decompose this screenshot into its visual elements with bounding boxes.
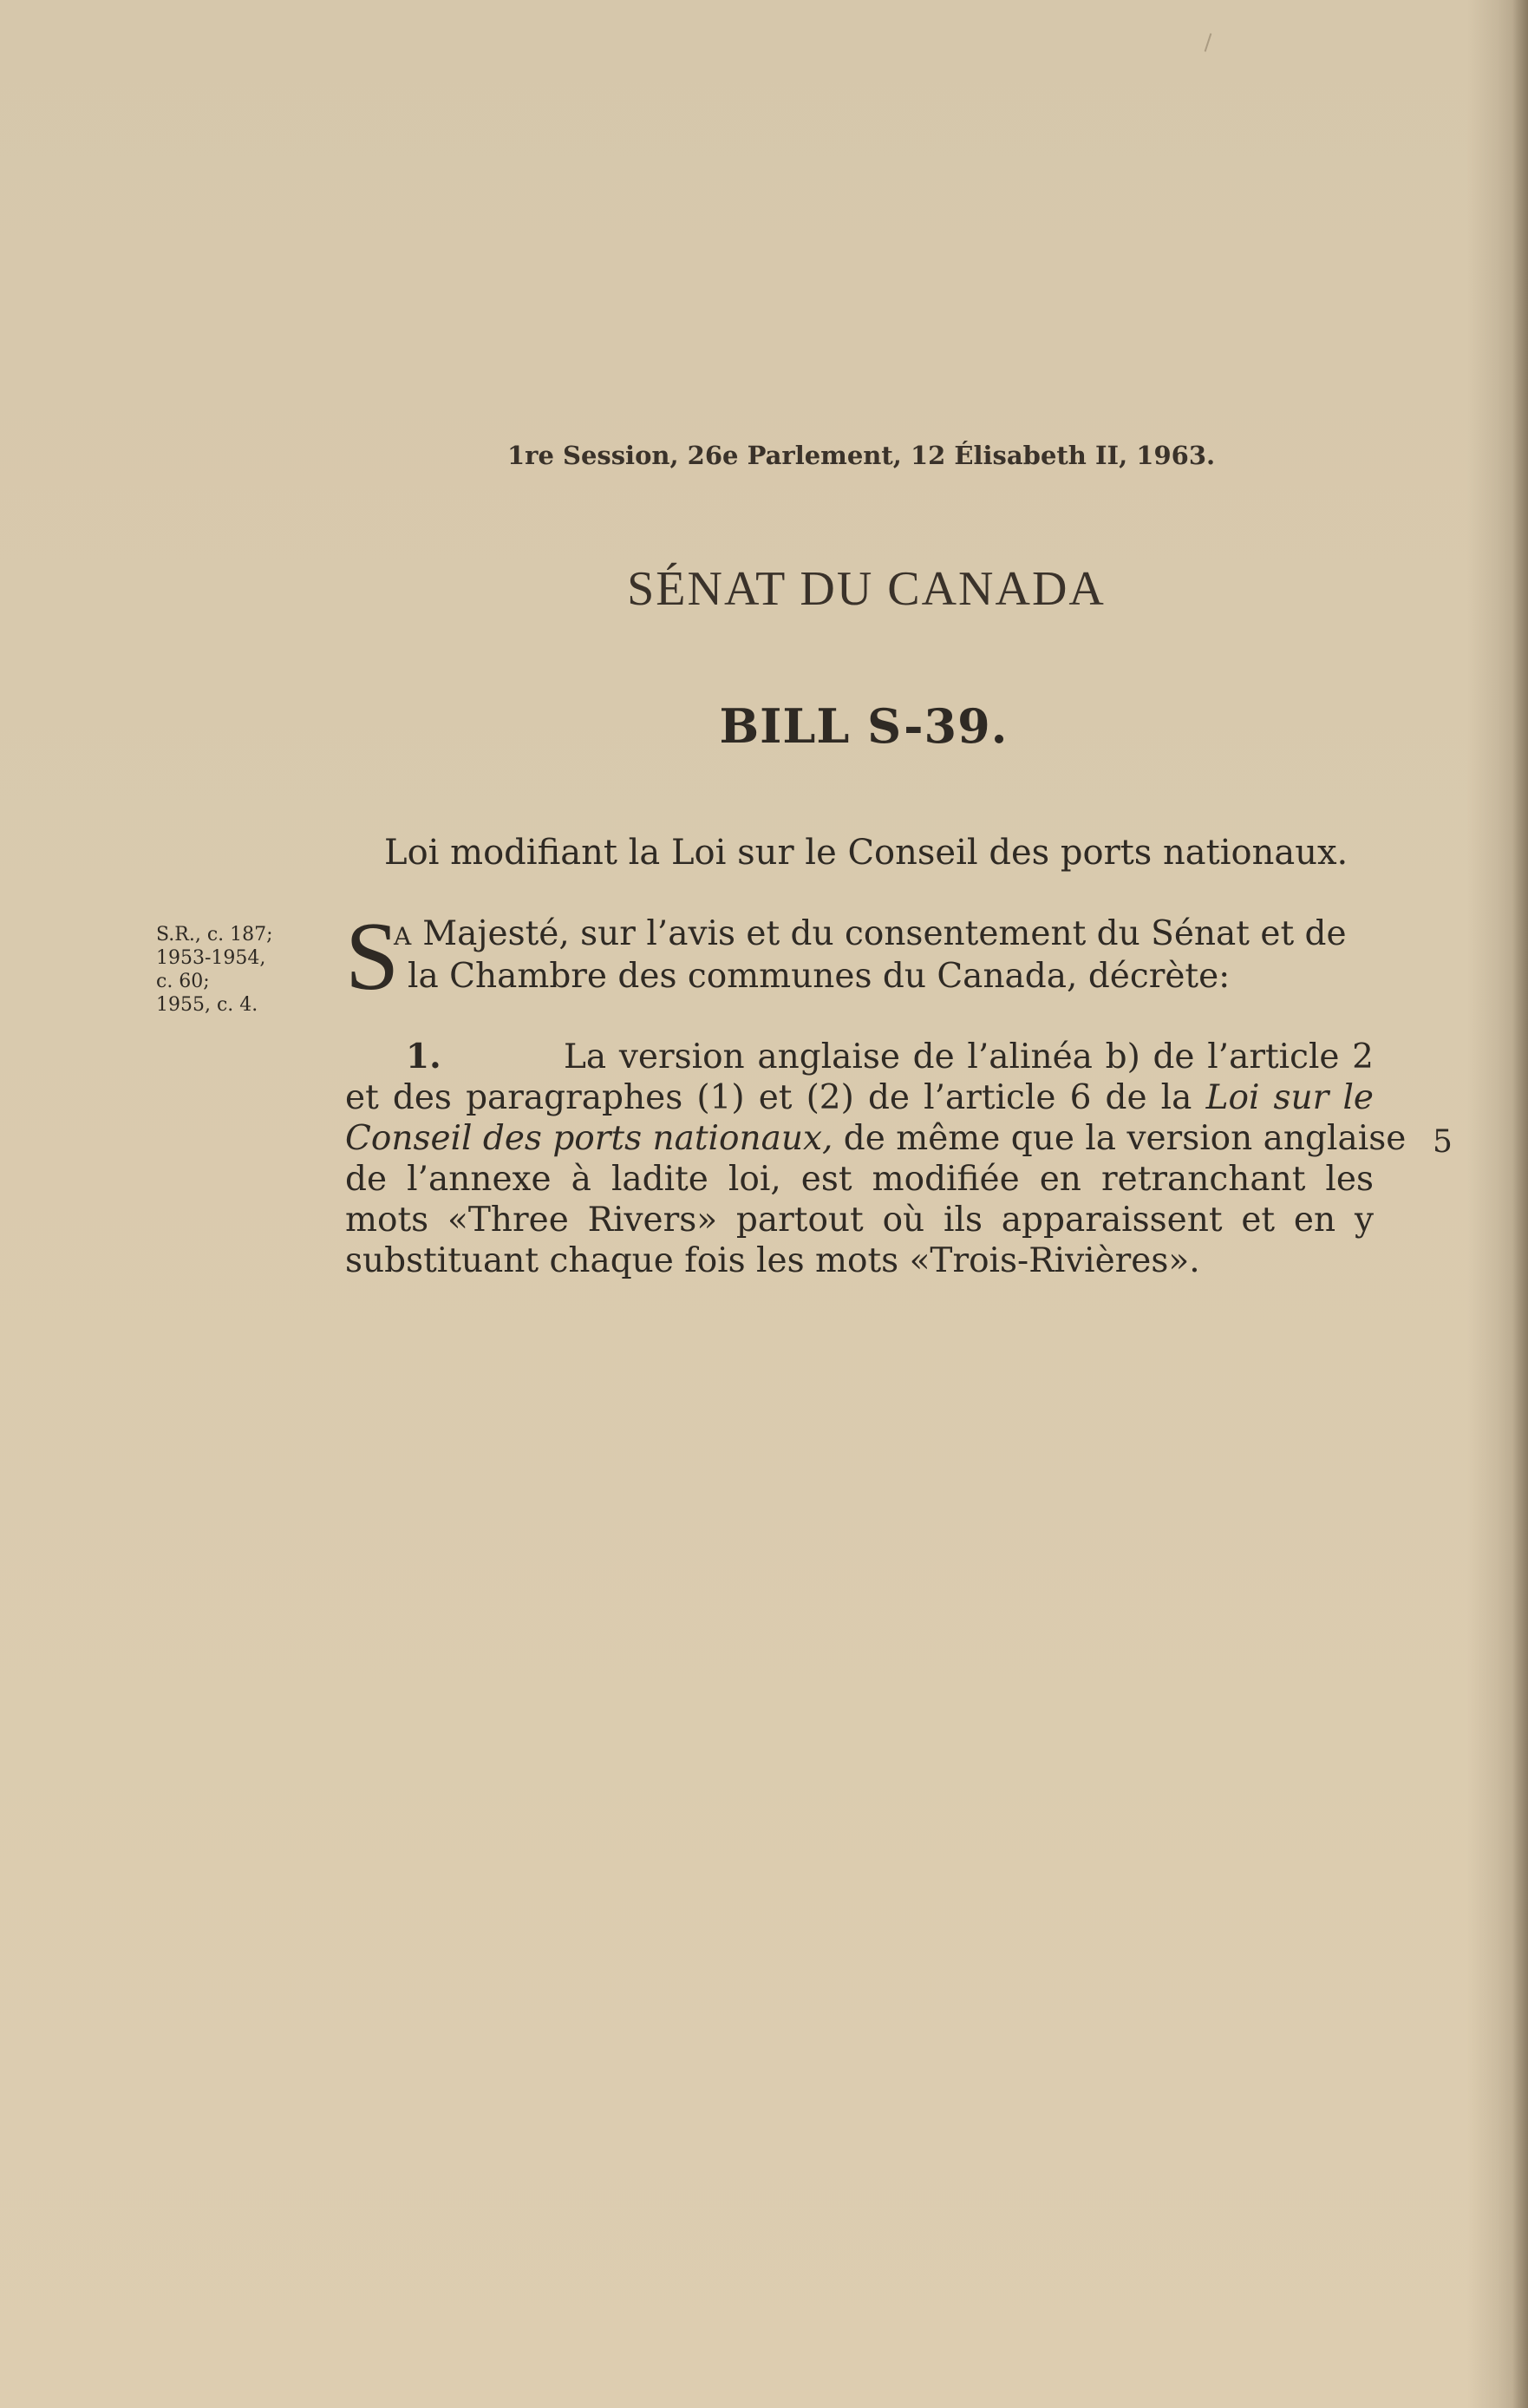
bill-number: BILL S-39. [719,698,1009,754]
margin-note-line: S.R., c. 187; [156,924,273,946]
drop-cap: S [345,903,400,1011]
section-line [345,1077,1374,1118]
margin-note-line: c. 60; [156,971,210,992]
section-line [345,1118,1407,1159]
section-line: mots «Three Rivers» partout où ils apparaissent et en y [345,1201,1374,1240]
bill-subtitle: Loi modifiant la Loi sur le Conseil des ports nationaux. [384,833,1348,873]
paper-mark [1205,33,1212,52]
chamber-title: SÉNAT DU CANADA [627,562,1106,616]
section-text: La version anglaise de l’alinéa b) de l’article 2 [564,1037,1374,1076]
act-name-italic: Loi sur le [1205,1078,1374,1117]
enacting-clause-line-2: la Chambre des communes du Canada, décrète: [408,957,1231,996]
section-line: substituant chaque fois les mots «Trois-Rivières». [345,1241,1200,1280]
margin-note-line: 1955, c. 4. [156,994,258,1016]
margin-note-line: 1953-1954, [156,947,266,969]
section-line [345,1037,1374,1077]
enacting-clause-text-1: Majesté, sur l’avis et du consentement du Sénat et de [422,914,1347,953]
section-line: de l’annexe à ladite loi, est modifiée en retranchant les [345,1160,1374,1199]
session-header: 1re Session, 26e Parlement, 12 Élisabeth II, 1963. [507,441,1216,470]
enacting-clause-line-1 [394,913,1347,958]
section-1 [345,1037,1407,1281]
section-text: de même que la version anglaise [843,1119,1407,1158]
page-edge-shadow [1512,0,1528,2408]
small-caps-letter: A [394,922,413,951]
section-number: 1. [406,1037,441,1076]
line-number: 5 [1433,1124,1453,1160]
act-name-italic: Conseil des ports nationaux, [345,1119,833,1158]
section-text: et des paragraphes (1) et (2) de l’article 6 de la [345,1078,1192,1117]
margin-note [156,923,330,1017]
